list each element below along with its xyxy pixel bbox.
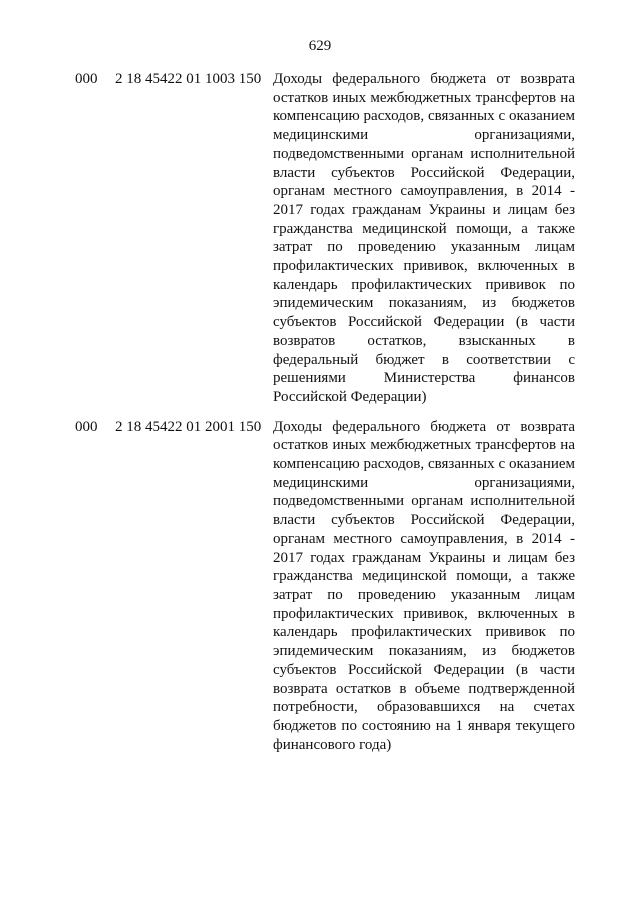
budget-code-list <box>75 70 575 765</box>
admin-code: 000 <box>75 71 98 87</box>
budget-classification-code: 2 18 45422 01 2001 150 <box>115 418 262 435</box>
budget-classification-code: 2 18 45422 01 1003 150 <box>115 71 262 87</box>
admin-code: 000 <box>75 418 98 435</box>
entry-description: Доходы федерального бюджета от возврата остатков иных межбюджетных трансфертов на компенсацию расходов, связанных с оказанием медицинскими организациями, подведомственными органам исполнительной власти субъектов Российской Федерации, органам местного самоуправления, в 2014 - 2017 годах гражданам Украины и лицам без гражданства медицинской помощи, а также затрат по проведению указанным лицам профилактических прививок, включенных в календарь профилактических прививок по эпидемическим показаниям, из бюджетов субъектов Российской Федерации (в части возврата остатков в объеме подтвержденной потребности, образовавшихся на счетах бюджетов по состоянию на 1 января текущего финансового года) <box>273 418 575 753</box>
budget-entry <box>75 418 575 755</box>
entry-description: Доходы федерального бюджета от возврата остатков иных межбюджетных трансфертов на компенсацию расходов, связанных с оказанием медицинскими организациями, подведомственными органам исполнительной власти субъектов Российской Федерации, органам местного самоуправления, в 2014 - 2017 годах гражданам Украины и лицам без гражданства медицинской помощи, а также затрат по проведению указанным лицам профилактических прививок, включенных в календарь профилактических прививок по эпидемическим показаниям, из бюджетов субъектов Российской Федерации (в части возвратов остатков, взысканных в федеральный бюджет в соответствии с решениями Министерства финансов Российской Федерации) <box>273 71 575 405</box>
budget-entry <box>75 70 575 407</box>
page-number: 629 <box>308 38 332 54</box>
